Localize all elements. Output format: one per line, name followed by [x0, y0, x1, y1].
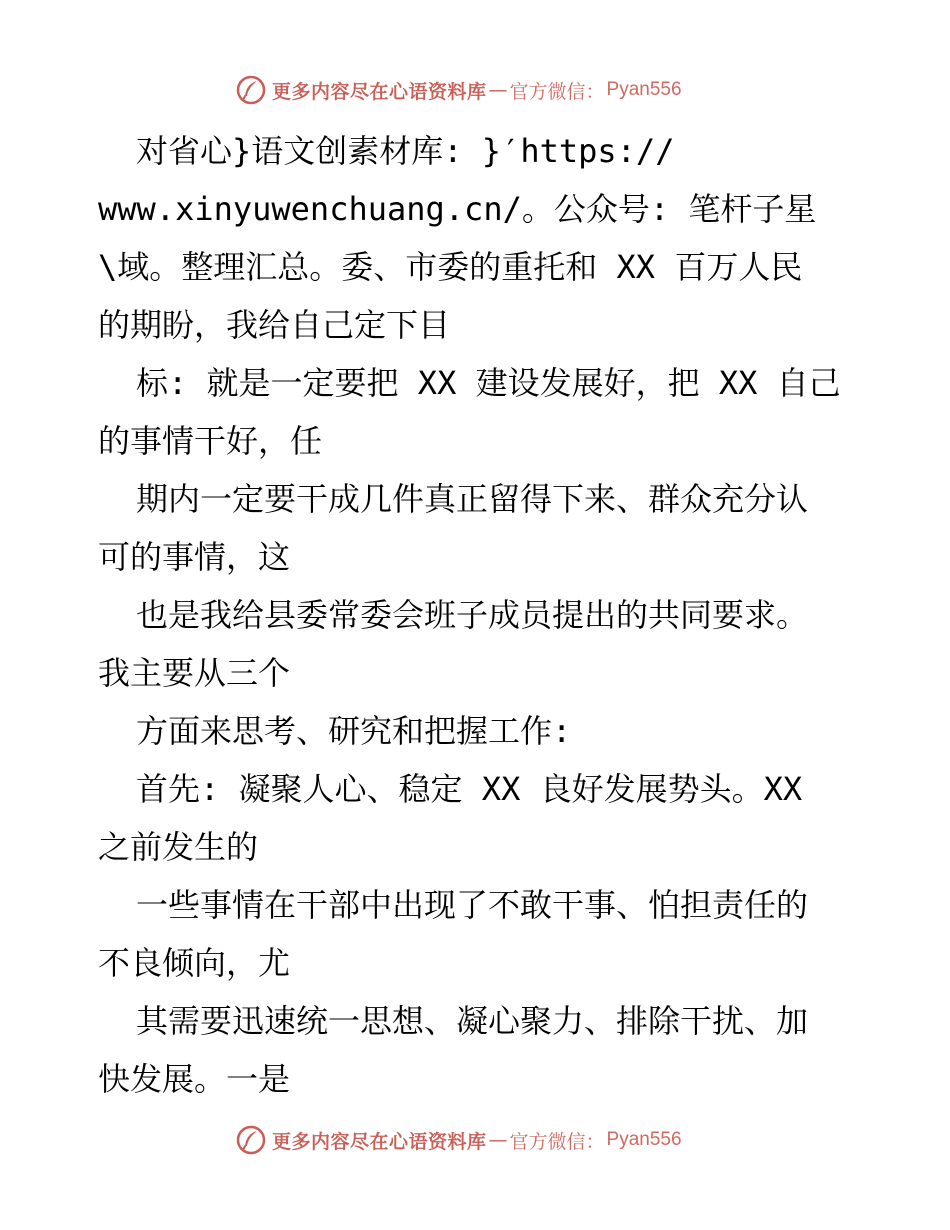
- text-line: 也是我给县委常委会班子成员提出的共同要求。: [136, 596, 809, 634]
- text-line: 首先: 凝聚人心、稳定 XX 良好发展势头。XX: [136, 770, 803, 808]
- text-line: 对省心}语文创素材库: }′https://: [136, 132, 675, 170]
- banner-account-label: 官方微信：: [509, 80, 605, 103]
- banner-dash: —: [488, 1129, 508, 1151]
- banner-brand: 更多内容尽在心语资料库: [272, 80, 487, 103]
- text-line: 的期盼，我给自己定下目: [98, 306, 451, 344]
- text-line: 我主要从三个: [98, 654, 291, 692]
- banner-dash: —: [488, 79, 508, 101]
- banner-account-id: Pyan556: [606, 1129, 682, 1150]
- text-line: 之前发生的: [98, 828, 259, 866]
- feather-pen-circle-icon: [236, 1125, 266, 1155]
- text-line: 可的事情，这: [98, 538, 291, 576]
- banner-account-id: Pyan556: [606, 79, 682, 100]
- header-banner: [236, 72, 716, 108]
- footer-banner: [236, 1122, 716, 1158]
- banner-account-label: 官方微信：: [509, 1130, 605, 1153]
- text-line: 的事情干好，任: [98, 422, 323, 460]
- feather-pen-circle-icon: [236, 75, 266, 105]
- text-line: 期内一定要干成几件真正留得下来、群众充分认: [136, 480, 809, 518]
- document-body: [98, 122, 878, 1108]
- banner-brand: 更多内容尽在心语资料库: [272, 1130, 487, 1153]
- text-line: www.xinyuwenchuang.cn/。公众号: 笔杆子星: [98, 190, 817, 228]
- text-line: 不良倾向，尤: [98, 944, 291, 982]
- text-line: 方面来思考、研究和把握工作:: [136, 712, 572, 750]
- text-line: 其需要迅速统一思想、凝心聚力、排除干扰、加: [136, 1002, 809, 1040]
- text-line: 一些事情在干部中出现了不敢干事、怕担责任的: [136, 886, 809, 924]
- text-line: 标: 就是一定要把 XX 建设发展好，把 XX 自己: [136, 364, 841, 402]
- text-line: \域。整理汇总。委、市委的重托和 XX 百万人民: [98, 248, 803, 286]
- text-line: 快发展。一是: [98, 1060, 291, 1098]
